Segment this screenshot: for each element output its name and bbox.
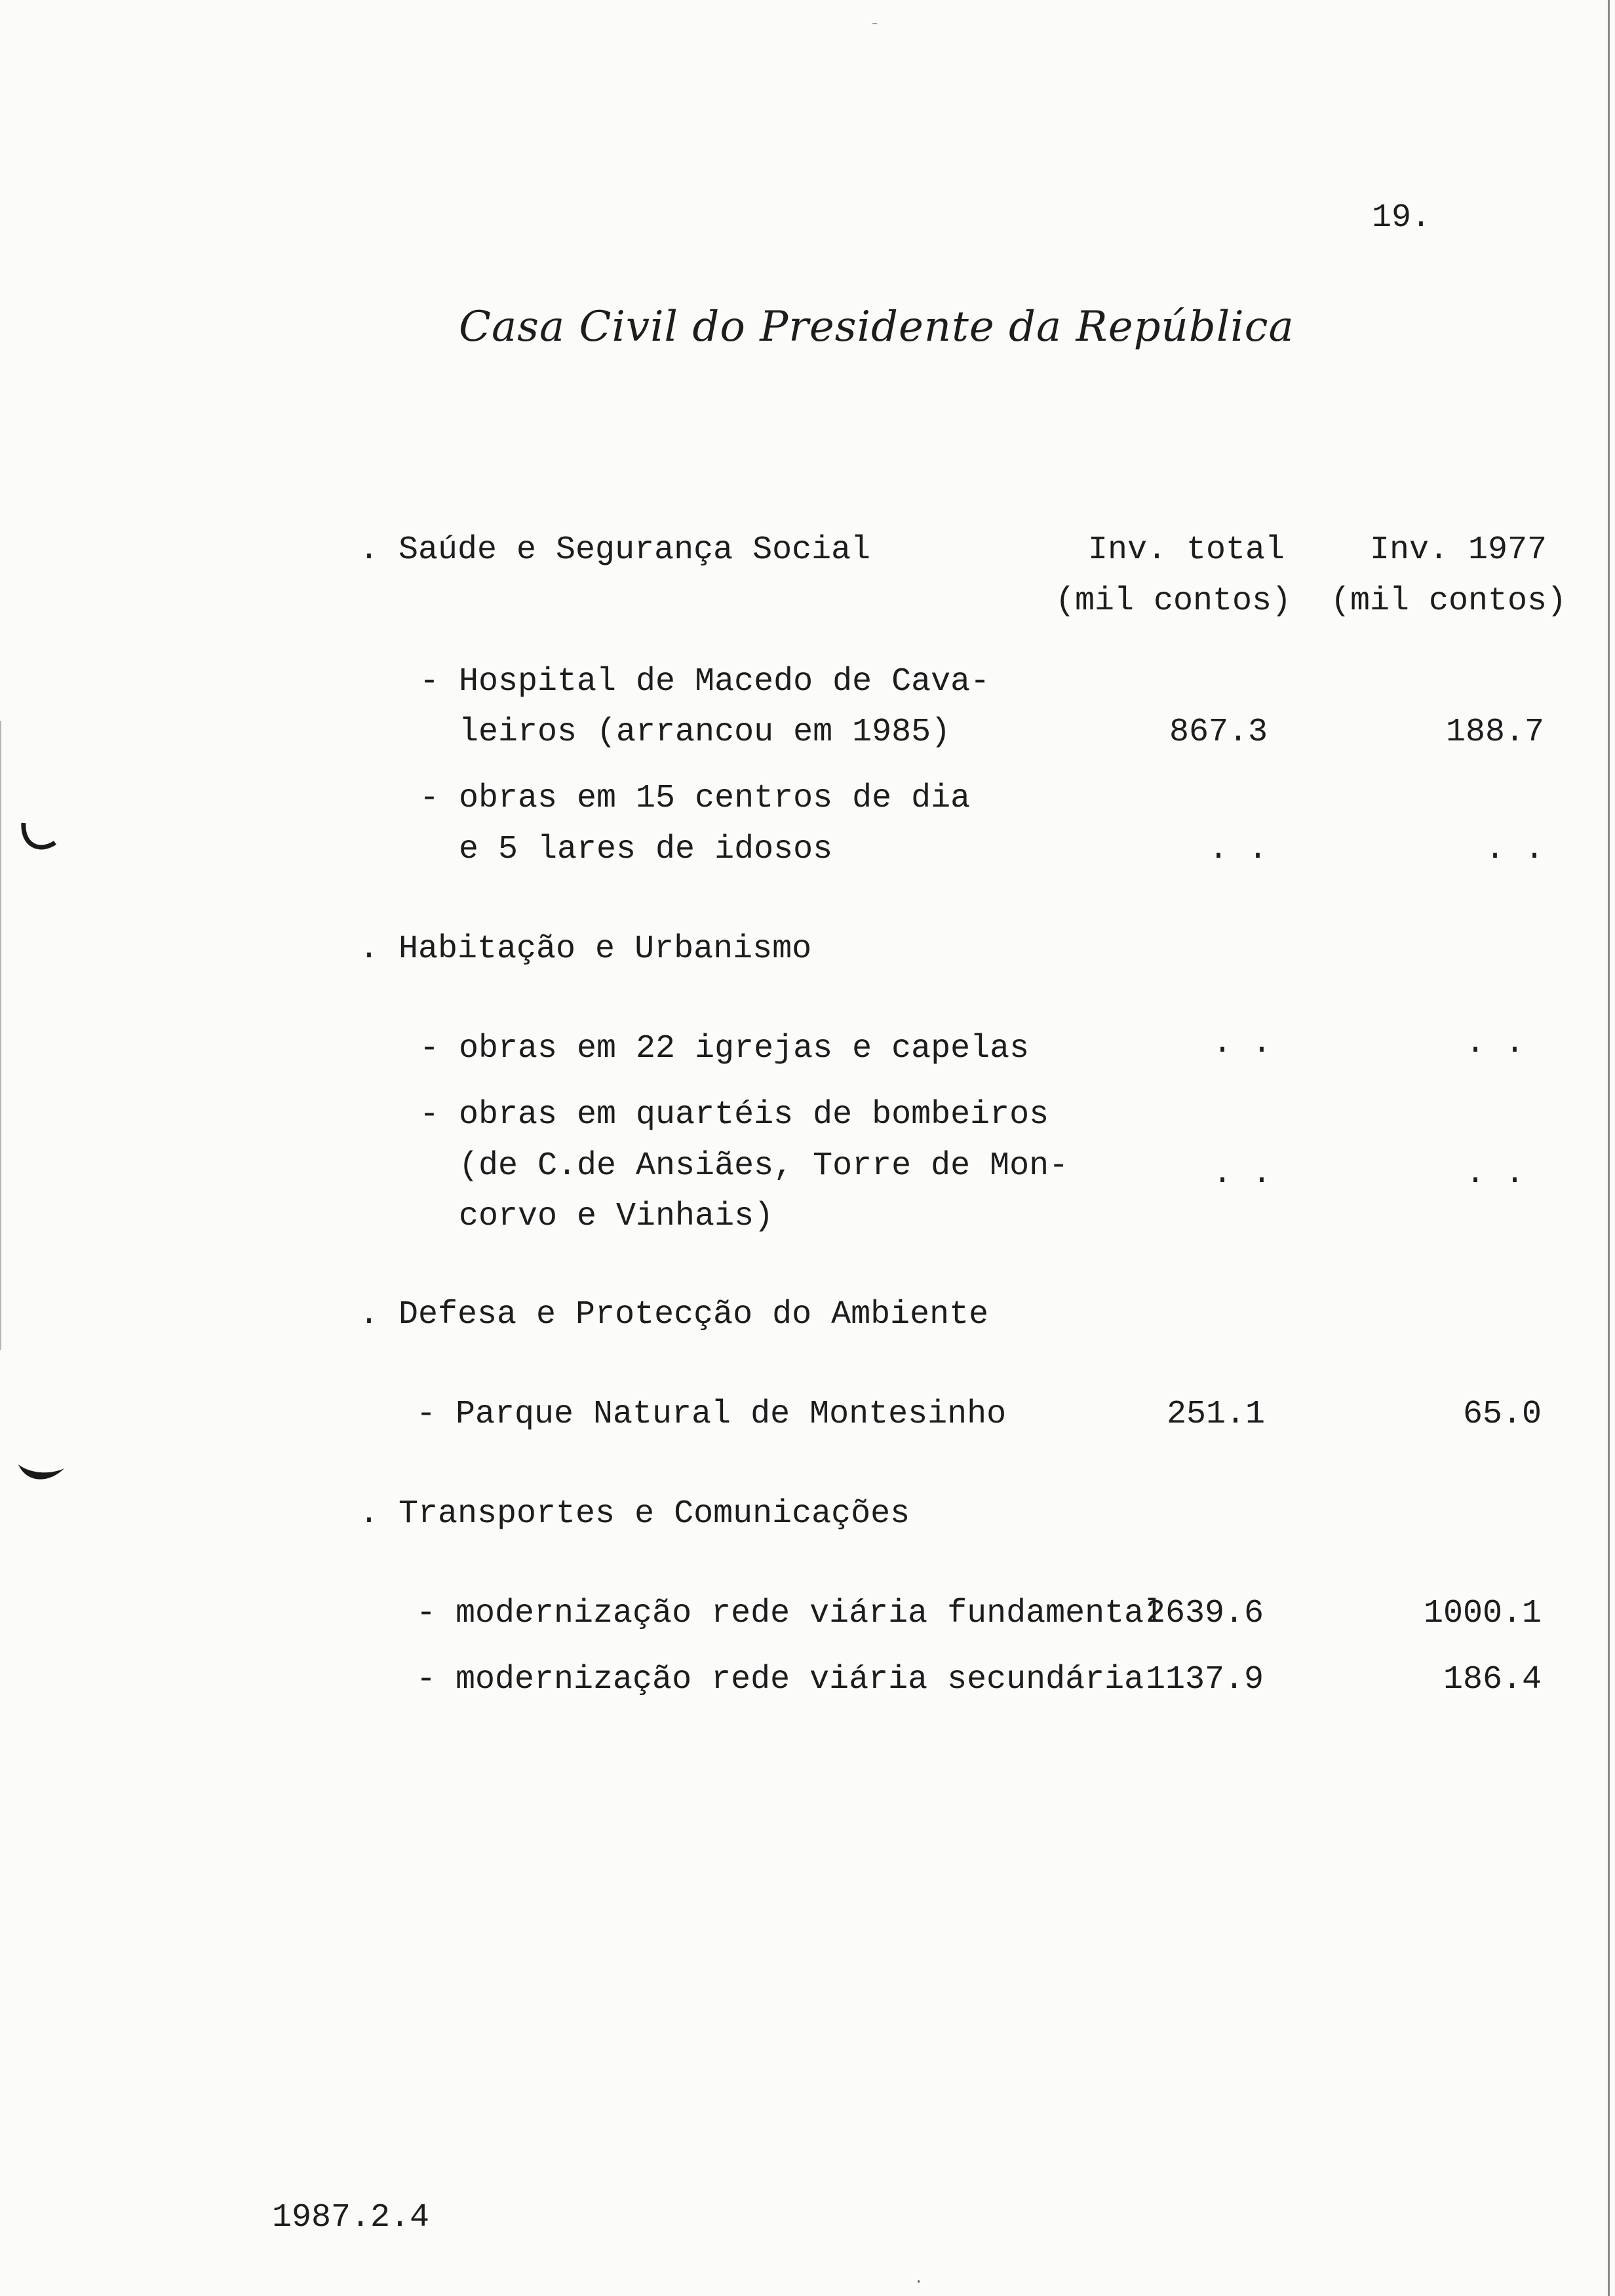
value-total: . . [1208,831,1268,868]
value-1977: . . [1465,1155,1525,1193]
section-heading: . Defesa e Protecção do Ambiente [359,1296,989,1333]
value-total: 867.3 [1169,714,1268,751]
letterhead: Casa Civil do Presidente da República [459,303,1294,351]
value-total: 1137.9 [1145,1661,1264,1698]
speck: · [914,2274,924,2290]
value-total: 2639.6 [1145,1595,1264,1632]
footer-date: 1987.2.4 [272,2199,430,2236]
column-header-total-unit: (mil contos) [1055,583,1292,620]
section-heading: . Saúde e Segurança Social [359,531,871,569]
item-text: corvo e Vinhais) [459,1198,774,1235]
value-1977: 188.7 [1445,714,1544,751]
item-text: leiros (arrancou em 1985) [459,714,951,751]
item-text: (de C.de Ansiães, Torre de Mon- [459,1147,1069,1185]
section-heading: . Habitação e Urbanismo [359,930,812,968]
value-total: 251.1 [1166,1396,1265,1433]
punch-hole-top [20,819,59,858]
value-total: . . [1212,1155,1272,1193]
value-1977: 186.4 [1443,1661,1542,1698]
column-header-total: Inv. total [1087,531,1285,569]
speck: ⁻ [870,19,880,35]
item-text: - Hospital de Macedo de Cava- [419,663,990,700]
punch-hole-bottom [16,1445,68,1491]
value-total: . . [1212,1025,1272,1062]
value-1977: . . [1465,1025,1525,1062]
scan-edge-line [1608,0,1610,2296]
item-text: e 5 lares de idosos [459,831,833,868]
value-1977: 1000.1 [1423,1595,1542,1632]
scan-edge-line-left [0,721,1,1350]
item-text: - obras em 15 centros de dia [419,780,971,817]
item-text: - modernização rede viária fundamental [416,1595,1164,1632]
page-number: 19. [1372,199,1431,237]
item-text: - Parque Natural de Montesinho [416,1396,1007,1433]
item-text: - modernização rede viária secundária [416,1661,1144,1698]
value-1977: . . [1485,831,1544,868]
value-1977: 65.0 [1462,1396,1542,1433]
item-text: - obras em quartéis de bombeiros [419,1096,1049,1134]
column-header-1977: Inv. 1977 [1369,531,1547,569]
section-heading: . Transportes e Comunicações [359,1495,910,1533]
column-header-1977-unit: (mil contos) [1331,583,1567,620]
item-text: - obras em 22 igrejas e capelas [419,1030,1030,1067]
